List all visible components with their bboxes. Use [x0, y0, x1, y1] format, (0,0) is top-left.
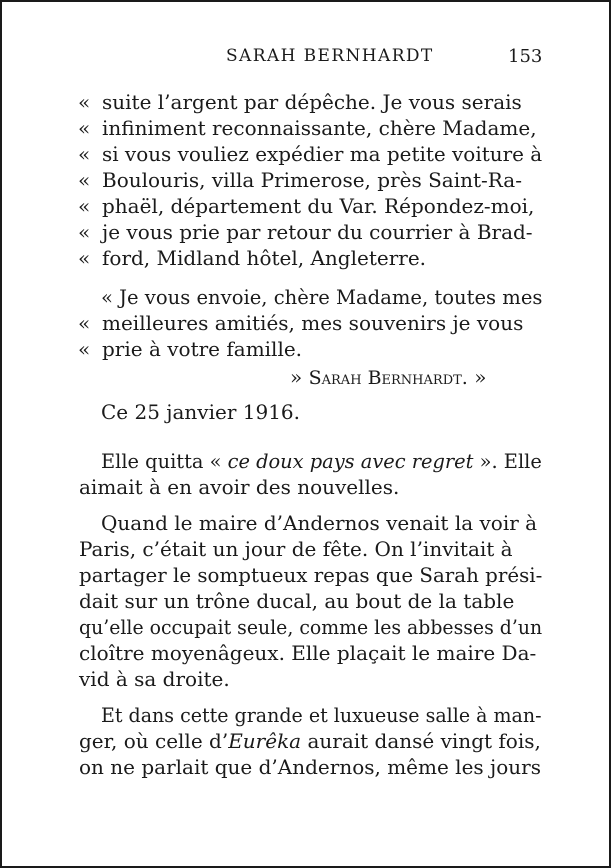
quote-line: « si vous vouliez expédier ma petite voiture à	[78, 142, 543, 166]
quote-line: « Boulouris, villa Primerose, près Saint-Ra-	[78, 168, 522, 192]
date-line: Ce 25 janvier 1916.	[101, 400, 301, 424]
quote-line: « suite l’argent par dépêche. Je vous serais	[78, 90, 522, 114]
paragraph-line: vid à sa droite.	[79, 667, 230, 691]
paragraph-line: aimait à en avoir des nouvelles.	[79, 475, 400, 499]
paragraph-line: Elle quitta « ce doux pays avec regret ». Elle	[101, 449, 542, 473]
paragraph-line: cloître moyenâgeux. Elle plaçait le maire Da-	[79, 641, 537, 665]
paragraph-line: ger, où celle d’Eurêka aurait dansé vingt fois,	[79, 729, 541, 753]
paragraph-line: partager le somptueux repas que Sarah prési-	[79, 563, 543, 587]
paragraph-line: Quand le maire d’Andernos venait la voir à	[101, 511, 538, 535]
quote-line: « phaël, département du Var. Répondez-moi,	[78, 194, 535, 218]
quote-closing-line: « meilleures amitiés, mes souvenirs je vous	[78, 311, 524, 335]
paragraph-line: dait sur un trône ducal, au bout de la table	[79, 589, 515, 613]
quote-closing-line: « prie à votre famille.	[78, 337, 303, 361]
signature-line: » Sarah Bernhardt. »	[290, 365, 487, 389]
running-head: SARAH BERNHARDT	[226, 46, 434, 66]
quote-closing-line: « Je vous envoie, chère Madame, toutes mes	[101, 285, 543, 309]
quote-line: « je vous prie par retour du courrier à Brad-	[78, 220, 533, 244]
page-number: 153	[508, 46, 543, 67]
paragraph-line: Et dans cette grande et luxueuse salle à man-	[101, 703, 542, 727]
quote-line: « infiniment reconnaissante, chère Madame,	[78, 116, 537, 140]
paragraph-line: on ne parlait que d’Andernos, même les jours	[79, 755, 541, 779]
signature-name: Sarah Bernhardt.	[308, 367, 468, 389]
paragraph-line: qu’elle occupait seule, comme les abbesses d’un	[79, 615, 543, 639]
quote-line: « ford, Midland hôtel, Angleterre.	[78, 246, 427, 270]
page-header	[2, 42, 611, 72]
paragraph-line: Paris, c’était un jour de fête. On l’invitait à	[79, 537, 513, 561]
